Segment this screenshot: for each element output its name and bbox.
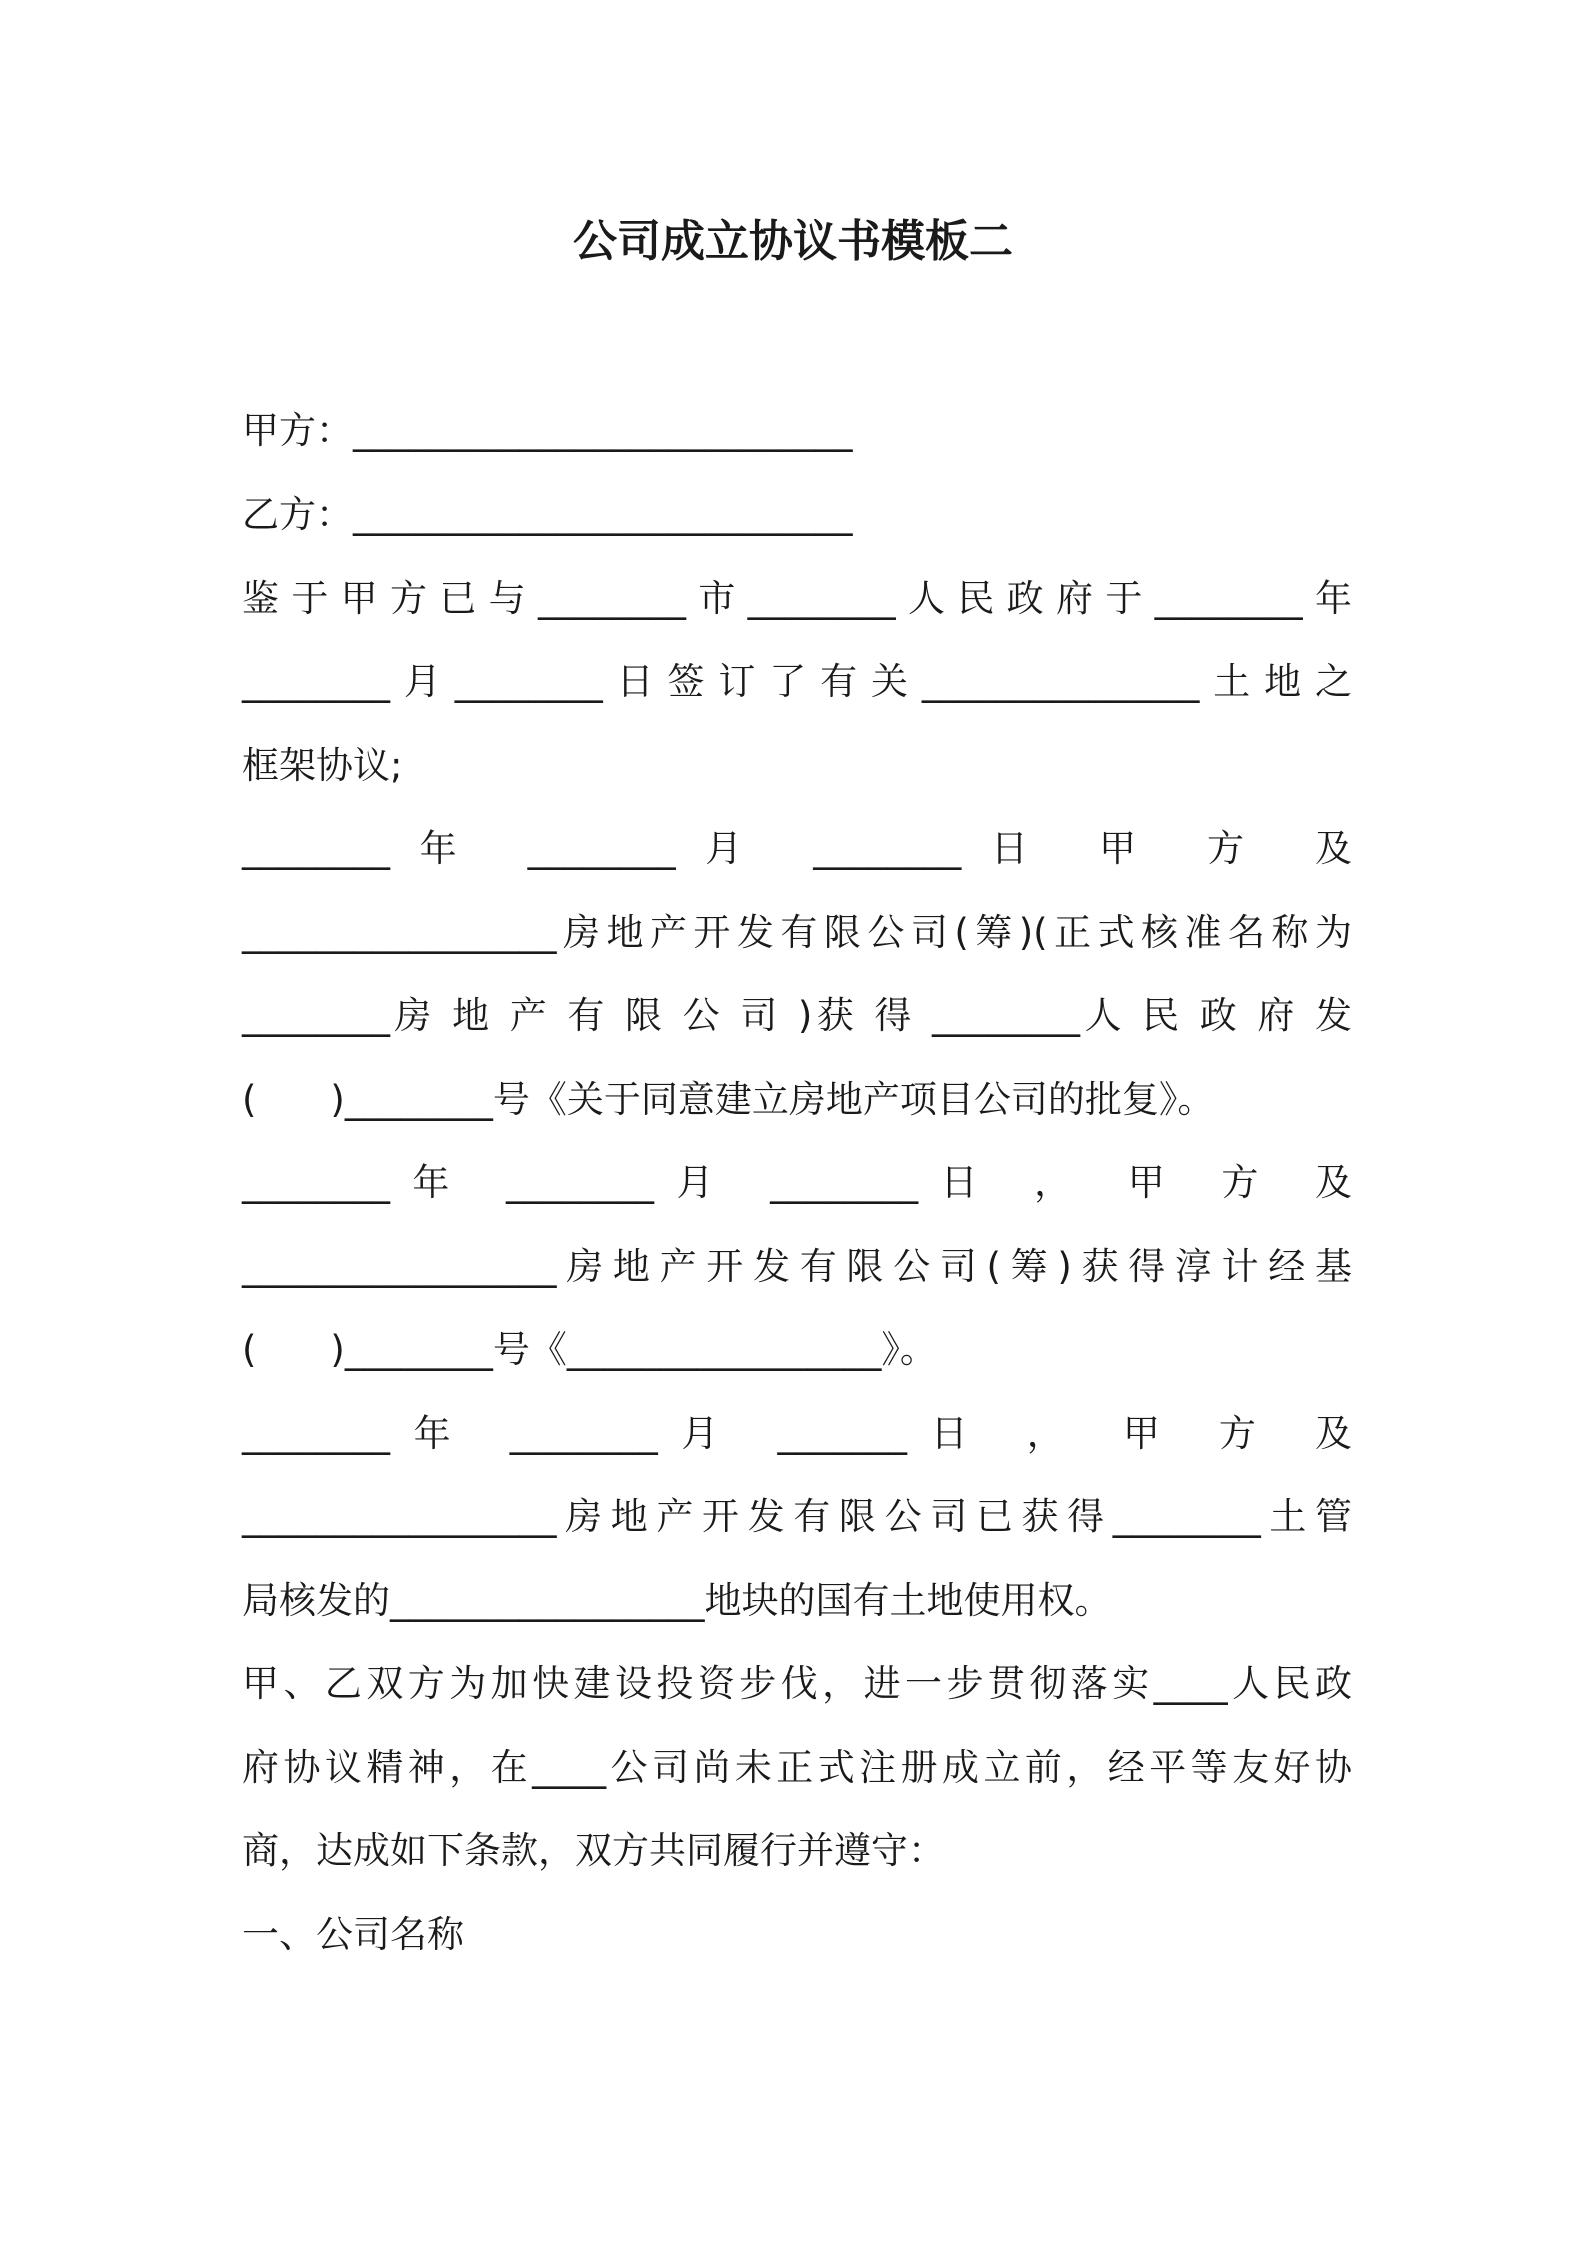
paragraph-line: _________________房地产开发有限公司(筹)获得淳计经基 <box>242 1245 1352 1288</box>
paragraph-line: ( )________号《_________________》。 <box>242 1328 937 1371</box>
paragraph-line: ________年 ________月 ________日 甲 方 及 <box>242 827 1352 870</box>
paragraph-line: 府协议精神，在____公司尚未正式注册成立前，经平等友好协 <box>242 1746 1352 1789</box>
paragraph-line: ________月________日签订了有关_______________土地之 <box>242 660 1352 703</box>
paragraph-line: ________年 ________月 _______日 ， 甲 方 及 <box>242 1412 1352 1455</box>
section-heading: 一、公司名称 <box>242 1913 464 1956</box>
paragraph-line: 局核发的_________________地块的国有土地使用权。 <box>242 1579 1112 1622</box>
paragraph-line: _________________房地产开发有限公司已获得________土管 <box>242 1495 1352 1538</box>
paragraph-line: _________________房地产开发有限公司(筹)(正式核准名称为 <box>242 911 1352 954</box>
paragraph-line: 框架协议; <box>242 744 403 787</box>
paragraph-line: 甲、乙双方为加快建设投资步伐，进一步贯彻落实____人民政 <box>242 1662 1352 1705</box>
paragraph-line: ________房 地 产 有 限 公 司 )获 得 ________人 民 政 府 发 <box>242 994 1352 1037</box>
party-a-line: 甲方：___________________________ <box>242 409 853 452</box>
party-b-line: 乙方：___________________________ <box>242 493 853 536</box>
paragraph-line: 鉴于甲方已与________市________人民政府于________年 <box>242 577 1352 620</box>
paragraph-line: 商，达成如下条款，双方共同履行并遵守： <box>242 1829 945 1872</box>
paragraph-line: ________年 ________月 ________日 ， 甲 方 及 <box>242 1161 1352 1204</box>
paragraph-line: ( )________号《关于同意建立房地产项目公司的批复》。 <box>242 1078 1215 1121</box>
document-title: 公司成立协议书模板二 <box>573 216 1013 267</box>
